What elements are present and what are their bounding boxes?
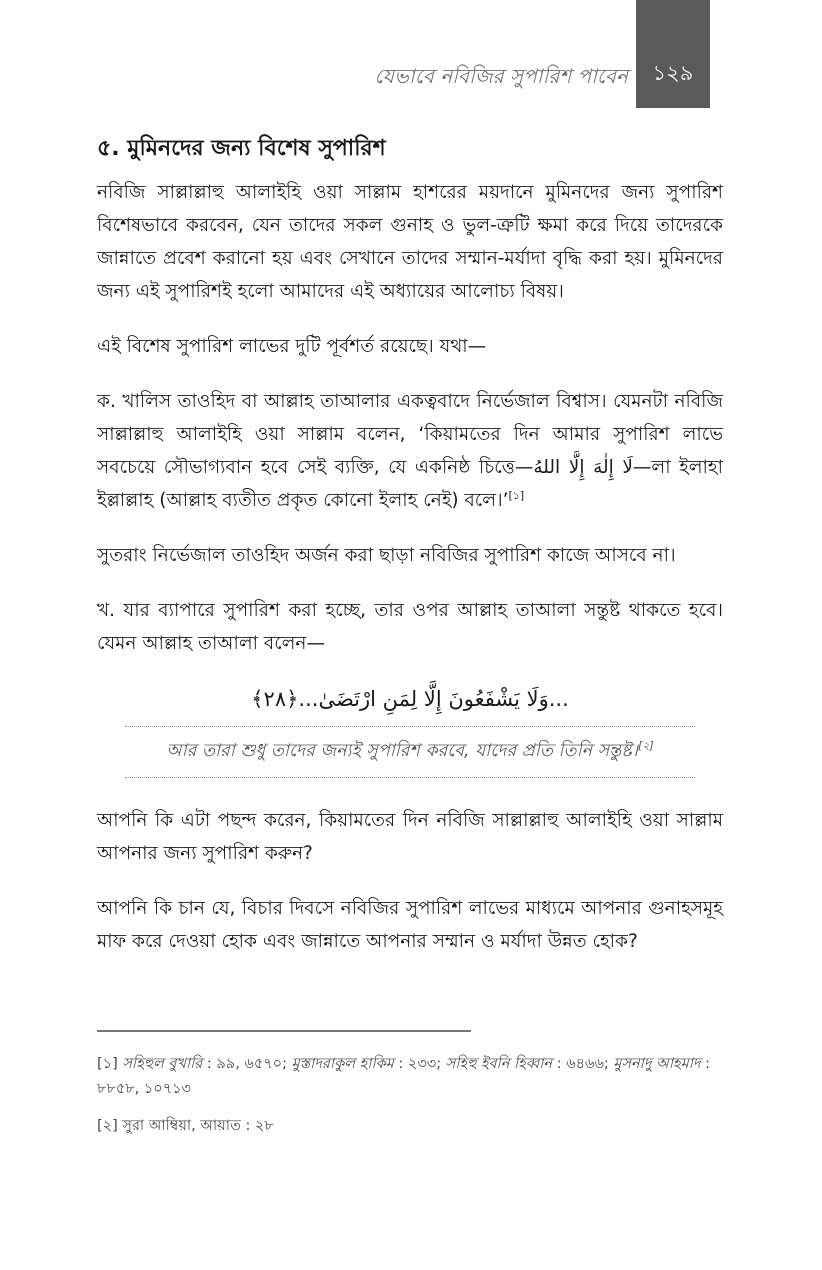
verse-translation-box: [125, 726, 695, 778]
footnote-divider: [97, 1030, 471, 1032]
footnote-ref-1[interactable]: [১]: [508, 488, 525, 502]
section-heading: ৫. মুমিনদের জন্য বিশেষ সুপারিশ: [97, 136, 386, 161]
main-content: [97, 132, 723, 980]
paragraph-conditions: এই বিশেষ সুপারিশ লাভের দুটি পূর্বশর্ত রয়েছে। যথা—: [97, 336, 487, 357]
footnote-ref-2[interactable]: [২]: [637, 739, 654, 753]
source-bukhari: সহিহুল বুখারি: [122, 1056, 203, 1072]
paragraph-condition-kha: খ. যার ব্যাপারে সুপারিশ করা হচ্ছে, তার ওপর আল্লাহ তাআলা সন্তুষ্ট থাকতে হবে। যেমন আল্লাহ তাআলা বলেন—: [97, 600, 723, 654]
source-hakim: মুস্তাদরাকুল হাকিম: [291, 1056, 394, 1072]
condition-ka-text: ক. খালিস তাওহিদ বা আল্লাহ তাআলার একত্ববাদে নির্ভেজাল বিশ্বাস। যেমনটা নবিজি সাল্লাল্লাহু আলাইহি ওয়া সাল্লাম বলেন, ‘কিয়ামতের দিন আমার সুপারিশ লাভে সবচেয়ে সৌভাগ্যবান হবে সেই ব্যক্তি, যে একনিষ্ঠ চিত্তে—لَا إِلٰهَ إِلَّا اللهُ—লা ইলাহা ইল্লাল্লাহ (আল্লাহ ব্যতীত প্রকৃত কোনো ইলাহ নেই) বলে।’: [97, 391, 724, 511]
source-hakim-ref: : ২৩৩;: [393, 1056, 446, 1072]
footnote-2: [97, 1114, 723, 1139]
footnote-2-mark: [২]: [97, 1118, 118, 1134]
paragraph-intro: নবিজি সাল্লাল্লাহু আলাইহি ওয়া সাল্লাম হাশরের ময়দানে মুমিনদের জন্য সুপারিশ বিশেষভাবে করবেন, যেন তাদের সকল গুনাহ ও ভুল-ত্রুটি ক্ষমা করে দিয়ে তাদেরকে জান্নাতে প্রবেশ করানো হয় এবং সেখানে তাদের সম্মান-মর্যাদা বৃদ্ধি করা হয়। মুমিনদের জন্য এই সুপারিশই হলো আমাদের এই অধ্যায়ের আলোচ্য বিষয়।: [97, 182, 723, 302]
source-ahmad-ref: : ৮৮৫৮, ১০৭১৩: [97, 1056, 711, 1097]
footnote-2-text: সুরা আম্বিয়া, আয়াত : ২৮: [122, 1118, 274, 1134]
running-header: যেভাবে নবিজির সুপারিশ পাবেন: [374, 64, 628, 88]
verse-translation: আর তারা শুধু তাদের জন্যই সুপারিশ করবে, যাদের প্রতি তিনি সন্তুষ্ট।: [166, 741, 638, 761]
footnote-1: [97, 1052, 723, 1102]
source-ahmad: মুসনাদু আহমাদ: [613, 1056, 701, 1072]
source-ibn-hibban-ref: : ৬৪৬৬;: [552, 1056, 614, 1072]
page-number-tab: [636, 0, 710, 108]
paragraph-question-2: আপনি কি চান যে, বিচার দিবসে নবিজির সুপারিশ লাভের মাধ্যমে আপনার গুনাহসমূহ মাফ করে দেওয়া হোক এবং জান্নাতে আপনার সম্মান ও মর্যাদা উন্নত হোক?: [97, 898, 723, 952]
page-number: ১২৯: [652, 61, 694, 85]
footnotes: [97, 1052, 723, 1151]
quran-verse-arabic: ...وَلَا يَشْفَعُونَ إِلَّا لِمَنِ ارْتَضَىٰ...﴿٢٨﴾: [251, 687, 569, 711]
source-bukhari-ref: : ৯৯, ৬৫৭০;: [202, 1056, 292, 1072]
paragraph-question-1: আপনি কি এটা পছন্দ করেন, কিয়ামতের দিন নবিজি সাল্লাল্লাহু আলাইহি ওয়া সাল্লাম আপনার জন্য সুপারিশ করুন?: [97, 810, 723, 864]
source-ibn-hibban: সহিহু ইবনি হিব্বান: [445, 1056, 553, 1072]
footnote-1-mark: [১]: [97, 1056, 118, 1072]
paragraph-condition-ka: [97, 385, 723, 517]
paragraph-conclusion: সুতরাং নির্ভেজাল তাওহিদ অর্জন করা ছাড়া নবিজির সুপারিশ কাজে আসবে না।: [97, 545, 676, 566]
